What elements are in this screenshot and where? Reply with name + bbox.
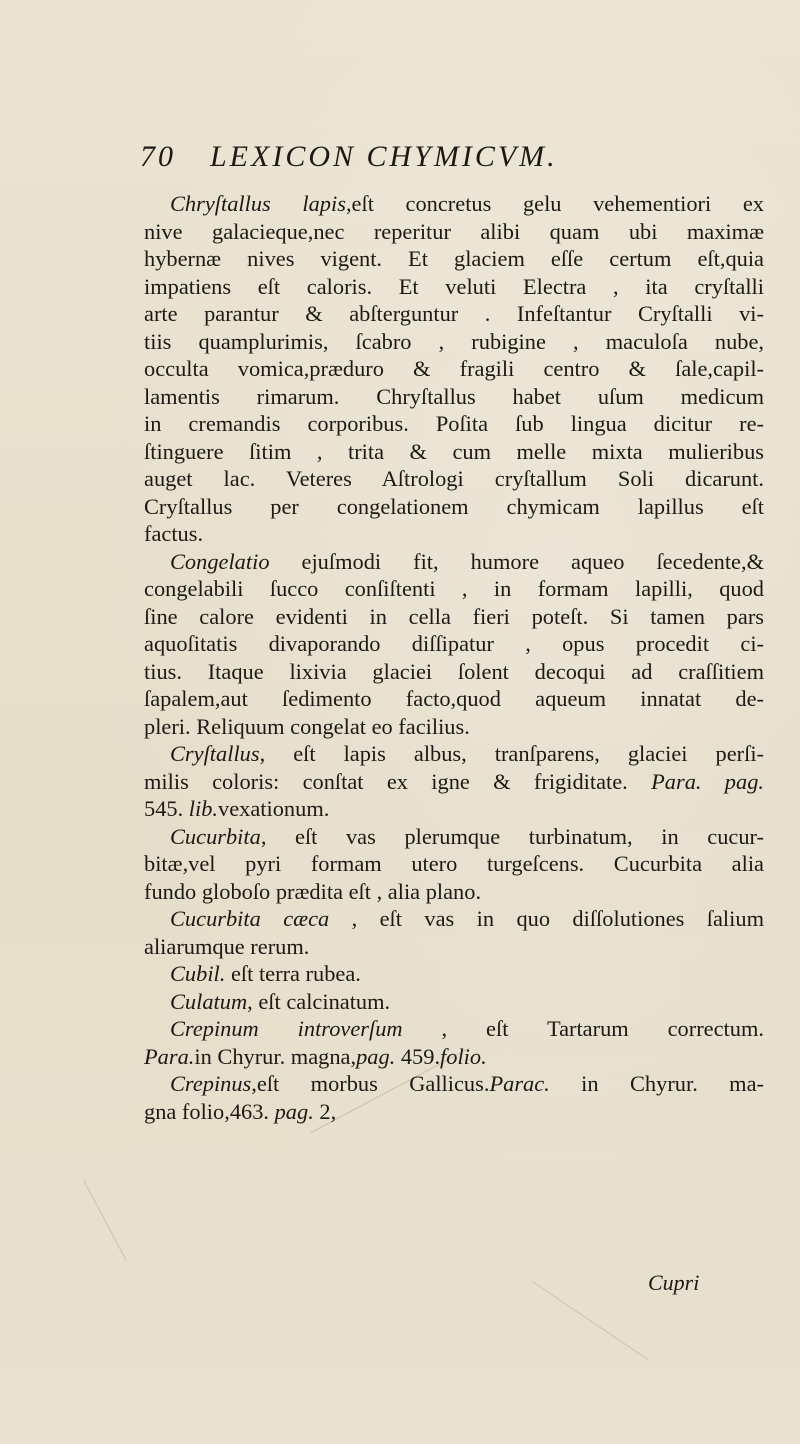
body-text [144, 190, 764, 1125]
text-run: nive galacieque,nec reperitur alibi quam ubi maximæ [144, 218, 764, 244]
text-run: ſine calore evidenti in cella fieri poteſt. Si tamen pars [144, 603, 764, 629]
italic-term: Crepinum introverſum [170, 1016, 403, 1041]
text-run: eſt terra rubea. [225, 961, 361, 986]
text-line [144, 1015, 764, 1043]
text-run: bitæ,vel pyri formam utero turgeſcens. Cucurbita alia [144, 851, 764, 876]
text-line [144, 768, 764, 796]
text-run: ejuſmodi fit, humore aqueo ſecedente,& [269, 548, 764, 574]
text-run: 459. [395, 1043, 441, 1069]
text-run: vexationum. [218, 796, 330, 821]
text-line [144, 905, 764, 933]
text-run: aquoſitatis divaporando diſſipatur , opus procedit ci- [144, 631, 764, 656]
text-run: , eſt lapis albus, tranſparens, glaciei perſi- [259, 741, 764, 766]
italic-term: Para. pag. [651, 768, 764, 794]
page-number: 70 [140, 140, 176, 173]
text-line [144, 603, 764, 631]
text-line [144, 410, 764, 438]
text-run: 2, [313, 1098, 337, 1124]
text-line [144, 878, 764, 906]
paper-mark [83, 1181, 126, 1261]
text-line [144, 1043, 764, 1071]
running-title: LEXICON CHYMICVM. [210, 140, 558, 173]
text-line [144, 713, 764, 741]
text-line [144, 520, 764, 548]
italic-term: Cucurbita [170, 823, 261, 849]
text-line [144, 300, 764, 328]
text-run: in cremandis corporibus. Poſita ſub lingua dicitur re- [144, 411, 764, 436]
text-run: ſapalem,aut ſedimento facto,quod aqueum innatat de- [144, 686, 764, 711]
text-line [144, 328, 764, 356]
text-line [144, 740, 764, 768]
italic-term: lib. [188, 796, 219, 821]
text-line [144, 548, 764, 576]
text-run: auget lac. Veteres Aſtrologi cryſtallum Soli dicarunt. [144, 466, 764, 491]
italic-term: Chryſtallus lapis [170, 191, 346, 216]
italic-term: Cubil. [170, 961, 226, 986]
text-line [144, 658, 764, 686]
text-line [144, 960, 764, 988]
italic-term: Cucurbita cæca [170, 906, 330, 931]
text-run: tius. Itaque lixivia glaciei ſolent decoqui ad craſſitiem [144, 658, 764, 684]
text-line [144, 273, 764, 301]
text-line [144, 355, 764, 383]
italic-term: Cryſtallus [170, 741, 260, 766]
running-header [140, 140, 700, 180]
text-run: impatiens eſt caloris. Et veluti Electra , ita cryſtalli [144, 273, 764, 299]
text-run: , eſt Tartarum correctum. [402, 1016, 764, 1041]
text-run: , eſt vas plerumque turbinatum, in cucur- [260, 823, 764, 849]
text-line [144, 630, 764, 658]
text-run: lamentis rimarum. Chryſtallus habet uſum medicum [144, 383, 764, 409]
italic-term: Para. [144, 1043, 195, 1069]
text-line [144, 575, 764, 603]
text-run: hybernæ nives vigent. Et glaciem eſſe certum eſt,quia [144, 246, 764, 271]
text-run: milis coloris: conſtat ex igne & frigiditate. [144, 768, 652, 794]
text-run: pleri. Reliquum congelat eo facilius. [144, 713, 470, 739]
italic-term: Culatum [170, 988, 248, 1014]
italic-term: Crepinus [170, 1071, 252, 1096]
text-run: , eſt vas in quo diſſolutiones ſalium [329, 906, 764, 931]
catchword: Cupri [648, 1270, 700, 1295]
text-line [144, 685, 764, 713]
text-line [144, 218, 764, 246]
text-run: arte parantur & abſterguntur . Infeſtantur Cryſtalli vi- [144, 301, 764, 326]
text-run: ,eſt morbus Gallicus. [251, 1071, 490, 1096]
text-run: , eſt calcinatum. [247, 988, 391, 1014]
text-run: tiis quamplurimis, ſcabro , rubigine , maculoſa nube, [144, 328, 764, 354]
text-line [144, 988, 764, 1016]
text-run: factus. [144, 521, 204, 546]
text-run: in Chyrur. magna, [194, 1043, 357, 1069]
text-run: Cryſtallus per congelationem chymicam lapillus eſt [144, 493, 764, 519]
text-run: 545. [144, 796, 189, 821]
text-run: fundo globoſo prædita eſt , alia plano. [144, 878, 482, 904]
text-line [144, 465, 764, 493]
text-run: gna folio,463. [144, 1098, 275, 1124]
paper-mark [532, 1281, 649, 1360]
text-line [144, 493, 764, 521]
text-run: aliarumque rerum. [144, 933, 310, 959]
text-line [144, 438, 764, 466]
text-line [144, 190, 764, 218]
text-line [144, 1070, 764, 1098]
text-line [144, 1098, 764, 1126]
text-line [144, 850, 764, 878]
text-line [144, 795, 764, 823]
italic-term: folio. [440, 1043, 487, 1069]
text-run: in Chyrur. ma- [549, 1071, 764, 1096]
text-line [144, 245, 764, 273]
text-run: congelabili ſucco conſiſtenti , in formam lapilli, quod [144, 576, 764, 601]
italic-term: Congelatio [170, 548, 270, 574]
italic-term: pag. [356, 1043, 396, 1069]
text-line [144, 823, 764, 851]
text-line [144, 933, 764, 961]
text-run: occulta vomica,prædurо & fragili centro & ſale,capil- [144, 356, 764, 381]
italic-term: Parac. [489, 1071, 550, 1096]
text-line [144, 383, 764, 411]
text-run: ,eſt concretus gelu vehementiori ex [345, 191, 764, 216]
text-run: ſtinguere ſitim , trita & cum melle mixta mulieribus [144, 438, 764, 464]
italic-term: pag. [274, 1098, 314, 1124]
